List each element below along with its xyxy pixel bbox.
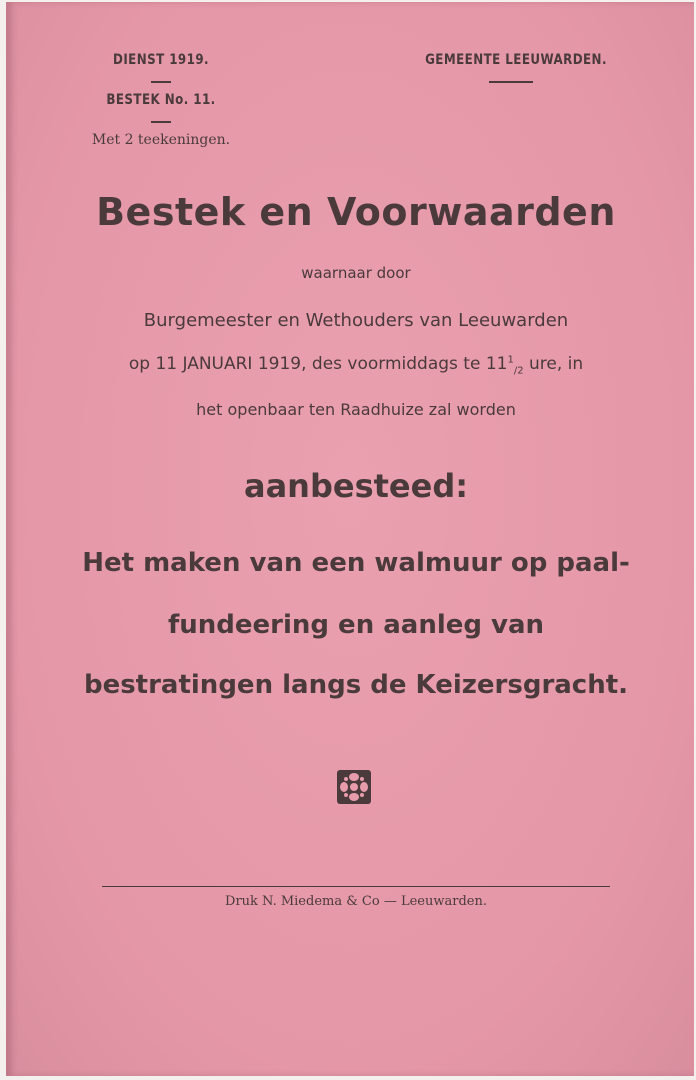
intro-line-2: Burgemeester en Wethouders van Leeuwarden	[143, 310, 569, 331]
intro-line-3-text: op 11 JANUARI 1919, des voormiddags te 11	[128, 354, 508, 374]
divider	[151, 121, 171, 123]
fraction-denominator: /2	[513, 365, 524, 377]
intro-line-4: het openbaar ten Raadhuize zal worden	[196, 400, 516, 419]
subject-line-2: fundeering en aanleg van	[167, 610, 545, 640]
floral-ornament-icon	[337, 770, 371, 804]
tendered-heading: aanbesteed:	[243, 467, 469, 505]
drawings-note: Met 2 teekeningen.	[91, 132, 231, 148]
document-title: Bestek en Voorwaarden	[96, 190, 616, 234]
specification-number: BESTEK No. 11.	[106, 92, 216, 108]
intro-line-1: waarnaar door	[301, 264, 411, 282]
divider	[489, 81, 533, 83]
divider	[151, 81, 171, 83]
subject-line-3: bestratingen langs de Keizersgracht.	[83, 670, 629, 700]
intro-line-3-end: ure, in	[523, 354, 584, 374]
document-cover	[6, 2, 694, 1076]
intro-line-3	[6, 354, 696, 376]
subject-line-1: Het maken van een walmuur op paal-	[82, 548, 630, 578]
fraction-numerator: 1	[507, 354, 514, 366]
service-year: DIENST 1919.	[113, 52, 209, 68]
municipality: GEMEENTE LEEUWARDEN.	[425, 52, 607, 68]
printer-imprint: Druk N. Miedema & Co — Leeuwarden.	[225, 894, 487, 909]
footer-rule	[102, 886, 610, 887]
